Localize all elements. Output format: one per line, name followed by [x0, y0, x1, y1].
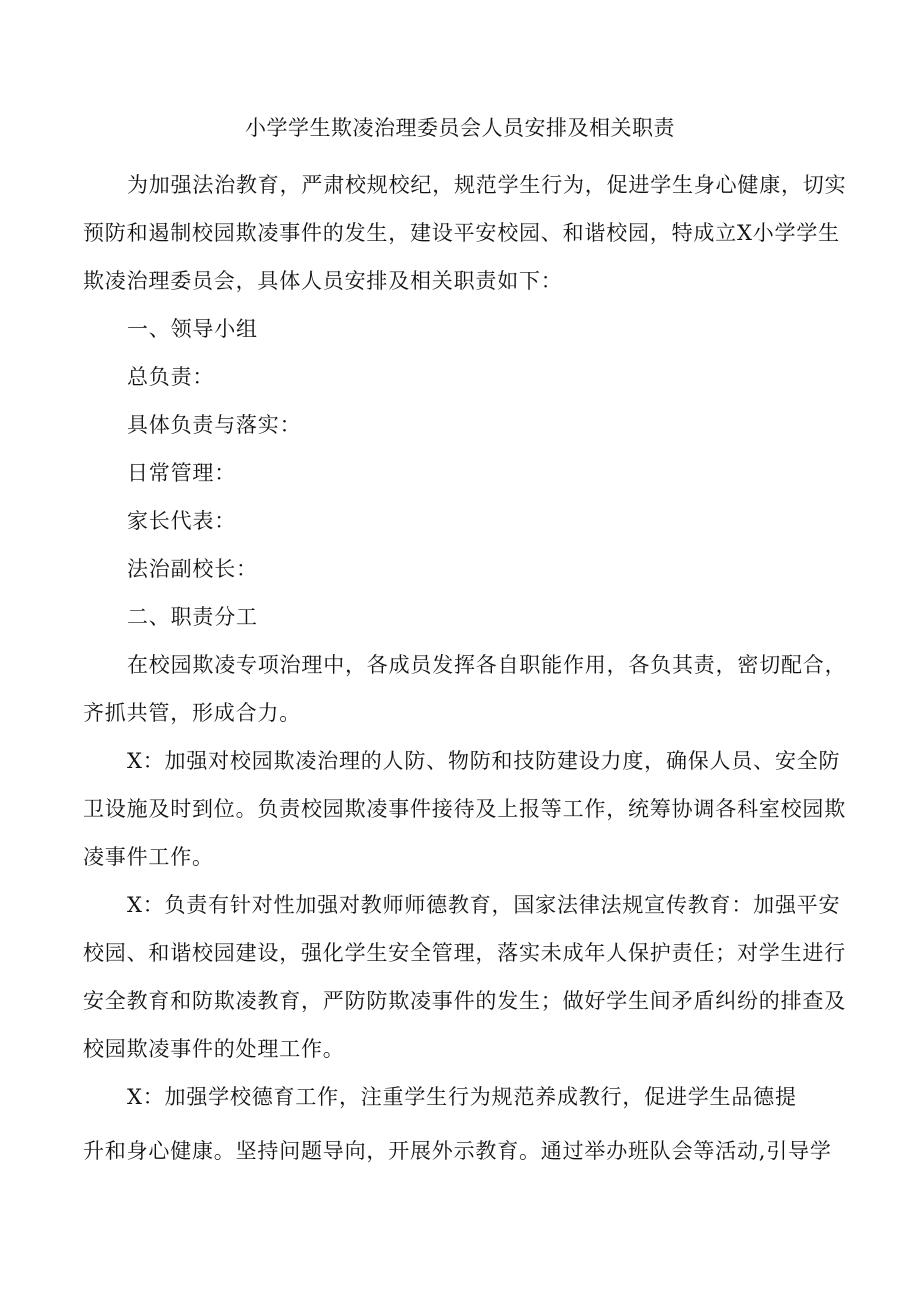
intro-line-2: 预防和遏制校园欺凌事件的发生，建设平安校园、和谐校园，特成立X小学学生: [83, 221, 840, 245]
duty-x1-line-1: X：加强对校园欺凌治理的人防、物防和技防建设力度，确保人员、安全防: [127, 749, 841, 773]
duty-x2-line-4: 校园欺凌事件的处理工作。: [83, 1037, 345, 1061]
document-title: 小学学生欺凌治理委员会人员安排及相关职责: [245, 116, 675, 140]
duty-x2-line-1: X：负责有针对性加强对教师师德教育，国家法律法规宣传教育：加强平安: [127, 893, 841, 917]
role-implementation: 具体负责与落实：: [127, 413, 302, 437]
duty-x2-paragraph: [83, 881, 846, 1073]
role-legal-vice-principal: 法治副校长：: [127, 557, 258, 581]
duty-x3-line-2: 升和身心健康。坚持问题导向，开展外示教育。通过举办班队会等活动,引导学: [83, 1139, 832, 1163]
duty-x2-line-3: 安全教育和防欺凌教育，严防防欺凌事件的发生；做好学生间矛盾纠纷的排查及: [83, 989, 846, 1013]
duty-x1-line-3: 凌事件工作。: [83, 845, 214, 869]
duty-x2-line-2: 校园、和谐校园建设，强化学生安全管理，落实未成年人保护责任；对学生进行: [83, 941, 846, 965]
intro-line-3: 欺凌治理委员会，具体人员安排及相关职责如下：: [83, 269, 563, 293]
duty-intro-paragraph: [83, 641, 847, 737]
duty-intro-line-2: 齐抓共管，形成合力。: [83, 701, 301, 725]
role-general-lead: 总负责：: [127, 365, 215, 389]
duty-intro-line-1: 在校园欺凌专项治理中，各成员发挥各自职能作用，各负其责，密切配合，: [127, 653, 847, 677]
intro-line-1: 为加强法治教育，严肃校规校纪，规范学生行为，促进学生身心健康，切实: [127, 173, 847, 197]
role-parent-rep: 家长代表：: [127, 509, 236, 533]
section-heading-duties: 二、职责分工: [127, 605, 258, 629]
duty-x1-line-2: 卫设施及时到位。负责校园欺凌事件接待及上报等工作，统筹协调各科室校园欺: [83, 797, 846, 821]
duty-x3-line-1: X：加强学校德育工作，注重学生行为规范养成教行，促进学生品德提: [127, 1085, 797, 1109]
duty-x1-paragraph: [83, 737, 846, 881]
section-heading-leadership: 一、领导小组: [127, 317, 258, 341]
role-daily-management: 日常管理：: [127, 461, 236, 485]
intro-paragraph: [83, 161, 847, 305]
